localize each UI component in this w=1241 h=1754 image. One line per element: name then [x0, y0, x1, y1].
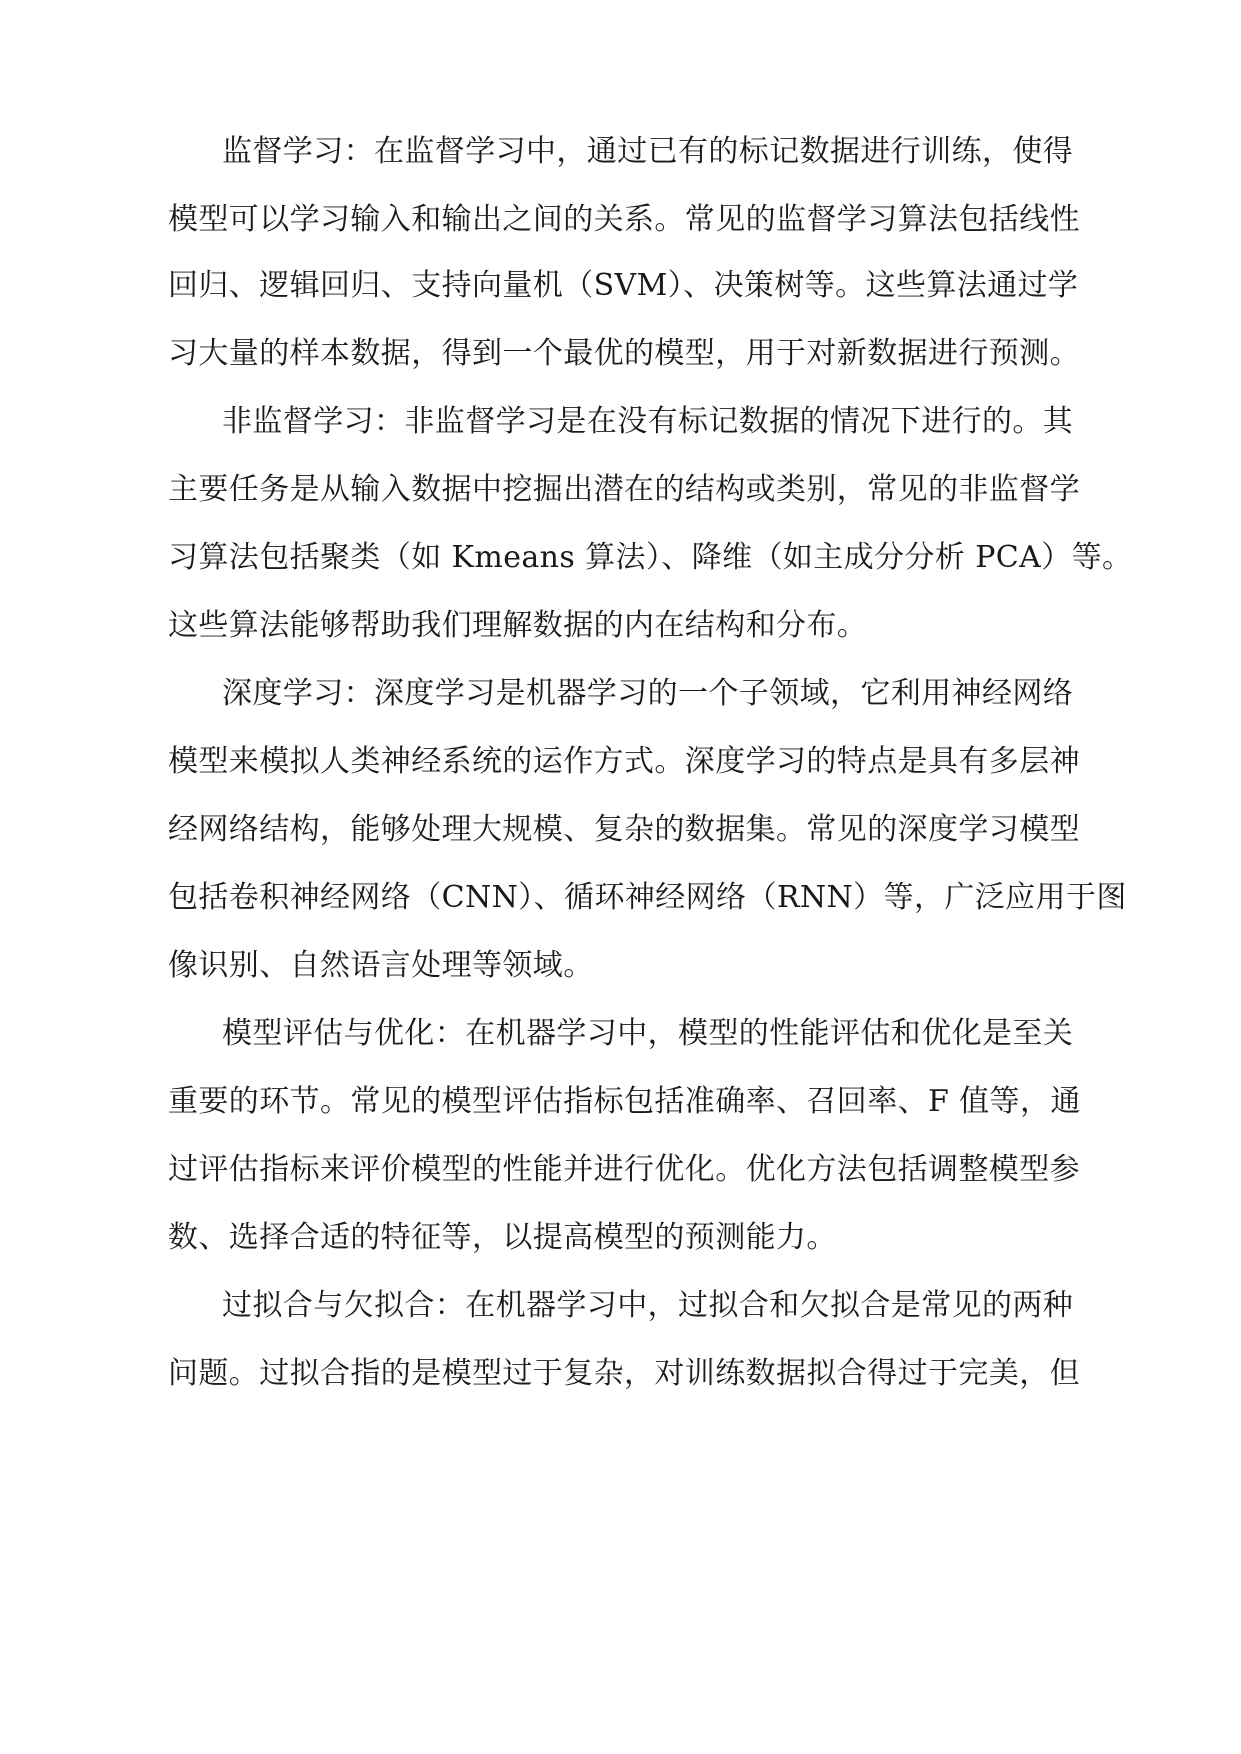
- text-line: 模型评估与优化：在机器学习中，模型的性能评估和优化是至关: [222, 1016, 1074, 1051]
- text-line: 问题。过拟合指的是模型过于复杂，对训练数据拟合得过于完美，但: [168, 1356, 1080, 1391]
- text-line: 深度学习：深度学习是机器学习的一个子领域，它利用神经网络: [222, 676, 1074, 711]
- text-line: 重要的环节。常见的模型评估指标包括准确率、召回率、F 值等，通: [168, 1084, 1081, 1119]
- text-line: 过评估指标来评价模型的性能并进行优化。优化方法包括调整模型参: [168, 1152, 1080, 1187]
- text-line: 数、选择合适的特征等，以提高模型的预测能力。: [168, 1220, 837, 1255]
- text-line: 非监督学习：非监督学习是在没有标记数据的情况下进行的。其: [222, 404, 1074, 439]
- text-line: 主要任务是从输入数据中挖掘出潜在的结构或类别，常见的非监督学: [168, 472, 1080, 507]
- text-line: 过拟合与欠拟合：在机器学习中，过拟合和欠拟合是常见的两种: [222, 1288, 1074, 1323]
- text-line: 习大量的样本数据，得到一个最优的模型，用于对新数据进行预测。: [168, 336, 1080, 371]
- text-line: 回归、逻辑回归、支持向量机（SVM）、决策树等。这些算法通过学: [168, 268, 1079, 303]
- text-line: 包括卷积神经网络（CNN）、循环神经网络（RNN）等，广泛应用于图: [168, 880, 1127, 915]
- text-line: 习算法包括聚类（如 Kmeans 算法）、降维（如主成分分析 PCA）等。: [168, 540, 1133, 575]
- text-line: 模型来模拟人类神经系统的运作方式。深度学习的特点是具有多层神: [168, 744, 1080, 779]
- text-line: 监督学习：在监督学习中，通过已有的标记数据进行训练，使得: [222, 134, 1074, 169]
- text-line: 这些算法能够帮助我们理解数据的内在结构和分布。: [168, 608, 868, 643]
- text-line: 经网络结构，能够处理大规模、复杂的数据集。常见的深度学习模型: [168, 812, 1080, 847]
- text-line: 模型可以学习输入和输出之间的关系。常见的监督学习算法包括线性: [168, 202, 1080, 237]
- text-line: 像识别、自然语言处理等领域。: [168, 948, 594, 983]
